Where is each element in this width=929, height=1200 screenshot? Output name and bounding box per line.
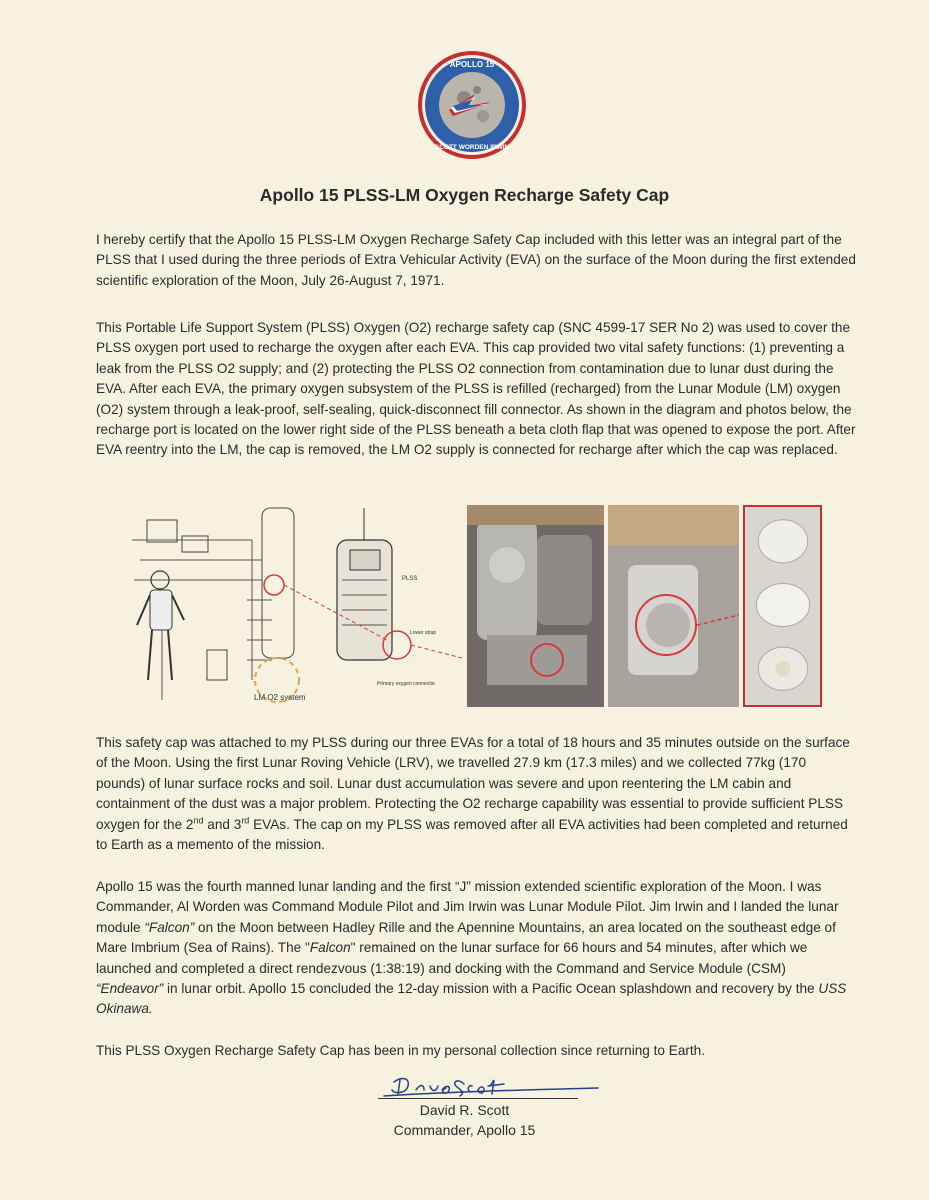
p3-text-c: EVAs. The cap on my PLSS was removed after all EVA activities had been completed and returned to Earth as a memento of the mission. — [96, 816, 848, 853]
paragraph-mission-summary — [96, 877, 856, 1020]
page-title: Apollo 15 PLSS-LM Oxygen Recharge Safety Cap — [259, 185, 670, 205]
plss-diagram — [122, 500, 462, 712]
p4-text-b: on the Moon between Hadley Rille and the Apennine Mountains, an area located on the southeast edge of Mare Imbrium (Sea of Rains). The " — [96, 919, 836, 956]
paragraph-personal-collection: This PLSS Oxygen Recharge Safety Cap has been in my personal collection since returning to Earth. — [96, 1043, 706, 1058]
figure-strip — [122, 500, 822, 712]
p3-text-a: This safety cap was attached to my PLSS during our three EVAs for a total of 18 hours and 35 minutes outside on the surface of the Moon. Using the first Lunar Roving Vehicle (LRV), we travelled 27.9 km (17.3 miles) and we collected 77kg (170 pounds) of lunar surface rocks and soil. Lunar dust accumulation was severe and upon reentering the LM cabin and containment of the dust was a major problem. Protecting the O2 recharge capability was essential to provide sufficient PLSS oxygen for the 2 — [96, 735, 850, 832]
label-primary-oxygen-connector: Primary oxygen connector — [377, 681, 436, 687]
paragraph-plss-description: This Portable Life Support System (PLSS) Oxygen (O2) recharge safety cap (SNC 4599-17 SER No 2) was used to cover the PLSS oxygen port used to recharge the oxygen after each EVA. This cap provided two vital safety functions: (1) preventing a leak from the PLSS O2 supply; and (2) protecting the PLSS O2 connection from contamination due to lunar dust during the EVA. After each EVA, the primary oxygen subsystem of the PLSS is refilled (recharged) from the Lunar Module (LM) oxygen (O2) system through a leak-proof, self-sealing, quick-disconnect fill connector. As shown in the diagram and photos below, the recharge port is located on the lower right side of the PLSS beneath a beta cloth flap that was opened to expose the port. After EVA reentry into the LM, the cap is removed, the LM O2 supply is connected for recharge after which the cap was replaced. — [96, 320, 856, 458]
p4-text-c: " remained on the lunar surface for 66 hours and 54 minutes, after which we launched and completed a direct rendezvous (1:38:19) and docking with the Command and Service Module (CSM) — [96, 940, 808, 976]
p4-text-d: in lunar orbit. Apollo 15 concluded the 12-day mission with a Pacific Ocean splashdown and recovery by the — [163, 981, 819, 997]
signature-line — [378, 1098, 578, 1099]
paragraph-certification: I hereby certify that the Apollo 15 PLSS-LM Oxygen Recharge Safety Cap included with this letter was an integral part of the PLSS that I used during the three periods of Extra Vehicular Activity (EVA) on the surface of the Moon during the first extended scientific exploration of the Moon, July 26-August 7, 1971. — [96, 232, 856, 288]
p3-superscript-nd: nd — [193, 815, 204, 826]
signer-name: David R. Scott — [419, 1102, 510, 1118]
seal-text-bottom: SCOTT WORDEN IRWIN — [434, 144, 510, 151]
seal-text-top: APOLLO 15 — [449, 60, 495, 69]
label-lm-o2-system: LM O2 system — [254, 693, 306, 702]
p4-falcon-1: “Falcon” — [144, 919, 195, 935]
signer-role: Commander, Apollo 15 — [393, 1122, 536, 1138]
p4-endeavor: “Endeavor” — [96, 981, 164, 997]
p4-falcon-2: Falcon — [309, 940, 351, 956]
p3-superscript-rd: rd — [241, 815, 250, 826]
p3-text-b: and 3 — [203, 816, 242, 832]
label-plss: PLSS — [402, 576, 418, 582]
photo-safety-cap — [743, 505, 822, 707]
photo-plss-interior — [467, 505, 604, 707]
paragraph-eva-usage — [96, 733, 856, 855]
p4-text-a: Apollo 15 was the fourth manned lunar landing and the first “J” mission extended scientific exploration of the Moon. I was Commander, Al Worden was Command Module Pilot and Jim Irwin was Lunar Module Pilot. Jim Irwin and I landed the lunar module — [96, 879, 839, 935]
photo-recharge-port — [608, 505, 739, 707]
label-lower-strap: Lower strap — [410, 630, 437, 636]
p4-ship: USS Okinawa. — [96, 981, 847, 1017]
apollo-15-mission-patch — [417, 50, 527, 160]
